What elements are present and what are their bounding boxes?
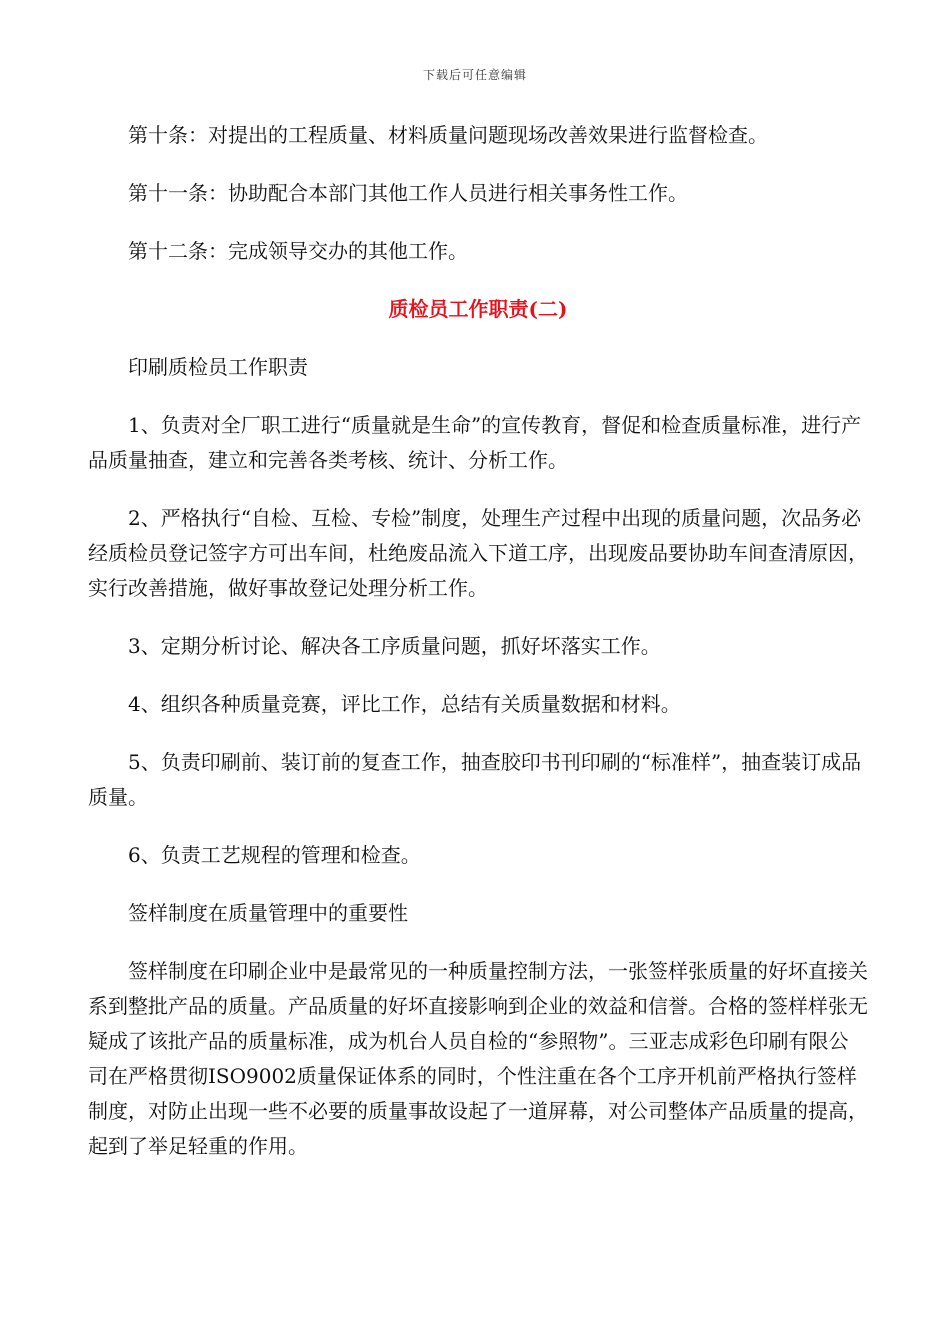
duty-item-3: 3、定期分析讨论、解决各工序质量问题，抓好坏落实工作。 — [128, 634, 661, 658]
importance-heading: 签样制度在质量管理中的重要性 — [128, 901, 408, 925]
duty-item-2: 2、严格执行“自检、互检、专检”制度，处理生产过程中出现的质量问题，次品务必经质检员登记签字方可出车间，杜绝废品流入下道工序，出现废品要协助车间查清原因，实行改善措施，做好事故登记处理分析工作。 — [88, 506, 868, 600]
page-header: 下载后可任意编辑 — [422, 68, 527, 82]
clause-11: 第十一条：协助配合本部门其他工作人员进行相关事务性工作。 — [128, 181, 688, 205]
duty-item-4: 4、组织各种质量竞赛，评比工作，总结有关质量数据和材料。 — [128, 692, 681, 716]
duty-item-5: 5、负责印刷前、装订前的复查工作，抽查胶印书刊印刷的“标准样”，抽查装订成品质量。 — [88, 750, 862, 809]
importance-paragraph: 签样制度在印刷企业中是最常见的一种质量控制方法，一张签样张质量的好坏直接关系到整批产品的质量。产品质量的好坏直接影响到企业的效益和信誉。合格的签样样张无疑成了该批产品的质量标准，成为机台人员自检的“参照物”。三亚志成彩色印刷有限公司在严格贯彻ISO9002质量保证体系的同时，个性注重在各个工序开机前严格执行签样制度，对防止出现一些不必要的质量事故设起了一道屏幕，对公司整体产品质量的提高，起到了举足轻重的作用。 — [88, 959, 868, 1158]
duty-item-6: 6、负责工艺规程的管理和检查。 — [128, 843, 421, 867]
clause-12: 第十二条：完成领导交办的其他工作。 — [128, 239, 468, 263]
subsection-heading: 印刷质检员工作职责 — [128, 355, 308, 379]
duty-item-1: 1、负责对全厂职工进行“质量就是生命”的宣传教育，督促和检查质量标准，进行产品质量抽查，建立和完善各类考核、统计、分析工作。 — [88, 413, 862, 472]
clause-10: 第十条：对提出的工程质量、材料质量问题现场改善效果进行监督检查。 — [128, 123, 768, 147]
document-body — [88, 118, 868, 1187]
section-title: 质检员工作职责(二) — [388, 297, 568, 321]
